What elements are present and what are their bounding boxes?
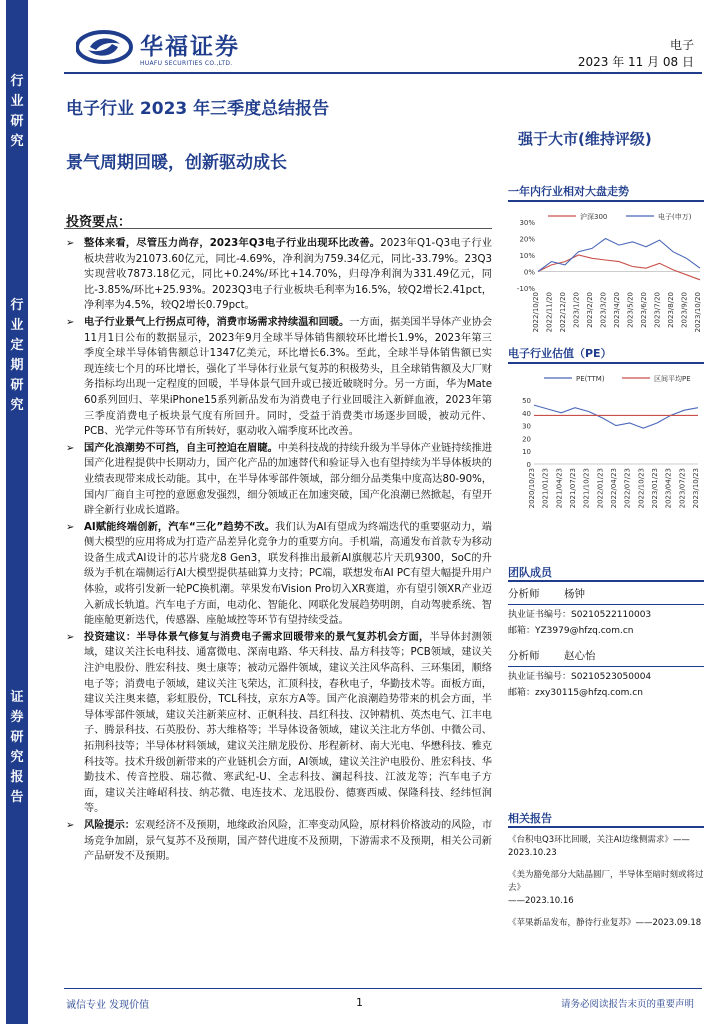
x-tick-label: 2022/10/23 — [637, 468, 646, 509]
x-tick-label: 2021/04/23 — [555, 468, 564, 509]
x-tick-label: 2022/12/20 — [559, 292, 567, 333]
series-line-1 — [538, 255, 700, 280]
team-header — [508, 564, 704, 580]
sidebar — [6, 0, 28, 1024]
legend-label: 沪深300 — [580, 213, 608, 221]
x-tick-label: 2022/07/23 — [623, 468, 632, 509]
footer-divider — [64, 988, 702, 989]
x-tick-label: 2023/3/20 — [599, 292, 608, 328]
bullet-overview: ➢ 整体来看，尽管压力尚存，2023年Q3电子行业出现环比改善。2023年Q1-Q3电子行业板块营收为21073.60亿元，同比-4.69%，净利润为759.34亿元，同比-33.79%。23Q3实现营收7873.18亿元，同比+0.24%/环比+14.70%，归母净利润为331.49亿元，同比-3.85%/环比+25.93%。2023Q3电子行业板块毛利率为16.5%，较Q2增长2.41pct，净利率为4.5%，较Q2增长0.79pct。 — [64, 236, 492, 314]
x-tick-label: 2021/10/23 — [582, 468, 591, 509]
y-tick-label: 10% — [519, 252, 535, 260]
x-tick-label: 2023/9/20 — [680, 292, 689, 328]
report-subtitle: 景气周期回暖，创新驱动成长 — [66, 153, 287, 173]
chart1-divider — [508, 200, 704, 202]
x-tick-label: 2023/01/23 — [651, 468, 659, 509]
relative-performance-chart — [508, 204, 704, 340]
analyst-email[interactable]: 邮箱：YZ3979@hfzq.com.cn — [508, 626, 634, 636]
chart1-header — [508, 183, 704, 199]
series-line-2 — [538, 239, 700, 272]
x-tick-label: 2020/10/23 — [528, 468, 536, 509]
y-tick-label: 20% — [519, 235, 535, 244]
legend-label: 区间平均PE — [654, 375, 691, 383]
x-tick-label: 2023/7/20 — [653, 292, 662, 328]
sidebar-label-top: 行 业 研 究 — [10, 74, 24, 149]
bullet-cycle: ➢ 电子行业景气上行拐点可待，消费市场需求持续温和回暖。一方面，据美国半导体产业协会11月1日公布的数据显示，2023年9月全球半导体销售额较环比增长1.9%，2023年第三季度全球半导体销售额总计1347亿美元，环比增长6.3%。至此，全球半导体销售额已实现连续七个月的环比增长，强化了半导体行业景气复苏的积极势头，且全球销售额及大厂财务指标均出现一定程度的回暖，半导体景气回升或已接近破晓时分。另一方面，华为Mate 60系列回归、苹果iPhone15系列新品发布为消费电子行业回暖注入新鲜血液，2023年第三季度消费电子板块景气度有所回升。同时，受益于消费类市场逐步回暖，被动元件、PCB、光学元件等环节有所转好，驱动收入端季度环比改善。 — [64, 315, 492, 440]
related-report-item[interactable]: 《台积电Q3环比回暖，关注AI边缘侧需求》—— 2023.10.23 — [508, 835, 690, 858]
chart2-title: 电子行业估值（PE） — [508, 347, 612, 360]
x-tick-label: 2023/07/23 — [678, 468, 687, 509]
bullet-ai: ➢ AI赋能终端创新，汽车“三化”趋势不改。我们认为AI有望成为终端迭代的重要驱动力，端侧大模型的应用将成为打造产品差异化竞争力的重要方向。手机端，高通发布首款专为移动设备生成式AI设计的芯片骁龙8 Gen3，联发科推出最新AI旗舰芯片天玑9300，SoC的升级为手机在端侧运行AI大模型提供基础算力支持；PC端，联想发布AI PC有望大幅提升用户体验，或将引发新一轮PC换机潮。苹果发布Vision Pro切入XR赛道，亦有望引领XR产业迈入新成长轨道。汽车电子方面，电动化、智能化、网联化发展趋势明朗，自动驾驶系统、智能座舱更新迭代，传感器、座舱域控等环节有望持续受益。 — [64, 520, 492, 629]
x-tick-label: 2023/6/20 — [640, 292, 648, 328]
y-tick-label: 30% — [519, 219, 535, 227]
sector-label: 电子 — [669, 38, 694, 52]
page-number: 1 — [356, 996, 363, 1009]
y-tick-label: 40 — [522, 409, 531, 418]
x-tick-label: 2021/01/23 — [541, 468, 550, 509]
x-tick-label: 2022/11/20 — [545, 292, 554, 333]
x-tick-label: 2023/5/20 — [626, 292, 635, 328]
x-tick-label: 2022/01/23 — [596, 468, 605, 509]
x-tick-label: 2022/10/20 — [532, 292, 540, 333]
company-name-en: HUAFU SECURITIES CO.,LTD. — [140, 60, 233, 67]
bullet-investment: ➢ 投资建议：半导体景气修复与消费电子需求回暖带来的景气复苏机会方面，半导体封测领域，建议关注长电科技、通富微电、深南电路、华天科技、晶方科技等；PCB领域，建议关注沪电股份、胜宏科技、奥士康等；被动元器件领域，建议关注风华高科、三环集团，顺络电子等；消费电子领域，建议关注飞荣达，汇顶科技，春秋电子，华勤技术等。面板方面，建议关注奥来德，彩虹股份，TCL科技，京东方A等。国产化浪潮趋势带来的机会方面，半导体零部件领域，建议关注新莱应材、正帆科技、昌红科技、汉钟精机、英杰电气、江丰电子、腾景科技、石英股份、苏大维格等；半导体设备领域，建议关注北方华创、中微公司、拓荆科技等；半导体材料领域，建议关注鼎龙股份、彤程新材、南大光电、华懋科技、雅克科技等。技术升级创新带来的产业链机会方面，AI领域，建议关注沪电股份、胜宏科技、华勤技术、传音控股、瑞芯微、寒武纪-U、全志科技、澜起科技、江波龙等；汽车电子方面，建议关注峰岹科技、纳芯微、电连技术、龙迅股份、德赛西威、保隆科技、经纬恒润等。 — [64, 630, 492, 817]
report-title: 电子行业 2023 年三季度总结报告 — [66, 99, 330, 119]
analyst-role: 分析师 — [508, 650, 540, 662]
team-heading: 团队成员 — [508, 566, 552, 579]
x-tick-label: 2023/2/20 — [586, 292, 594, 328]
company-name-cn: 华福证券 — [140, 34, 240, 60]
x-tick-label: 2023/04/23 — [664, 468, 673, 509]
team-divider — [508, 580, 704, 582]
y-tick-label: 0 — [526, 461, 531, 469]
analyst-2 — [508, 648, 704, 701]
footer-slogan: 诚信专业 发现价值 — [66, 1000, 150, 1011]
y-tick-label: -10% — [516, 285, 535, 293]
analyst-license: 执业证书编号：S0210522110003 — [508, 610, 652, 620]
x-tick-label: 2023/8/20 — [667, 292, 675, 328]
related-header — [508, 810, 704, 826]
related-report-item[interactable]: 《苹果新品发布，静待行业复苏》——2023.09.18 — [508, 918, 702, 928]
x-tick-label: 2023/10/23 — [692, 468, 700, 509]
analyst-email[interactable]: 邮箱：zxy30115@hfzq.com.cn — [508, 688, 643, 698]
y-tick-label: 10 — [522, 448, 531, 457]
footer-disclaimer: 请务必阅读报告末页的重要声明 — [560, 999, 694, 1010]
y-tick-label: 20 — [522, 435, 531, 444]
x-tick-label: 2023/10/20 — [694, 292, 702, 333]
y-tick-label: 50 — [522, 397, 531, 405]
analyst-name: 杨钟 — [564, 588, 585, 600]
pe-valuation-chart — [508, 366, 704, 546]
legend-label: 电子(申万) — [658, 213, 692, 221]
x-tick-label: 2023/4/20 — [613, 292, 621, 328]
x-tick-label: 2021/07/23 — [569, 468, 577, 509]
related-divider — [508, 826, 704, 828]
chart2-divider — [508, 362, 704, 364]
analyst-name: 赵心怡 — [564, 650, 596, 662]
rating-label: 强于大市(维持评级) — [518, 130, 652, 148]
chart1-title: 一年内行业相对大盘走势 — [508, 185, 629, 198]
bullet-risk: ➢ 风险提示：宏观经济不及预期，地缘政治风险，汇率变动风险，原材料价格波动的风险，市场竞争加剧，景气复苏不及预期，国产替代进度不及预期，下游需求不及预期，相关公司新产品研发不及预期。 — [64, 818, 492, 865]
x-tick-label: 2023/1/20 — [572, 292, 581, 328]
chart2-header — [508, 345, 704, 361]
legend-label: PE(TTM) — [576, 375, 605, 383]
y-tick-label: 0% — [523, 268, 535, 277]
x-tick-label: 2022/04/23 — [610, 468, 618, 509]
sidebar-label-middle: 行 业 定 期 研 究 — [10, 298, 24, 413]
summary-divider — [64, 228, 492, 229]
related-heading: 相关报告 — [508, 812, 552, 825]
related-reports-list — [508, 834, 704, 939]
analyst-license: 执业证书编号：S0210523050004 — [508, 672, 652, 682]
summary-heading: 投资要点： — [66, 215, 132, 230]
bullet-localization: ➢ 国产化浪潮势不可挡，自主可控迫在眉睫。中美科技战的持续升级为半导体产业链持续推进国产化进程提供中长期动力，国产化产品的加速替代和验证导入也有望持续为半导体板块的业绩表现带来成长动能。其中，在半导体零部件领域，部分细分品类集中度高达80-90%，国内厂商自主可控的意愿愈发强烈，细分领域正在加速突破，国产化浪潮已然掀起，有望开辟全新行业成长道路。 — [64, 441, 492, 519]
report-date: 2023 年 11 月 08 日 — [577, 55, 694, 69]
related-report-item[interactable]: 《美为豁免部分大陆晶圆厂，半导体至暗时刻或将过去》 ——2023.10.16 — [508, 870, 704, 906]
analyst-1 — [508, 586, 704, 639]
series-line-1 — [534, 405, 698, 428]
summary-bullets — [64, 236, 492, 866]
y-tick-label: 30 — [522, 422, 531, 431]
header-divider — [64, 72, 702, 74]
analyst-role: 分析师 — [508, 588, 540, 600]
sidebar-label-bottom: 证 券 研 究 报 告 — [10, 690, 24, 805]
